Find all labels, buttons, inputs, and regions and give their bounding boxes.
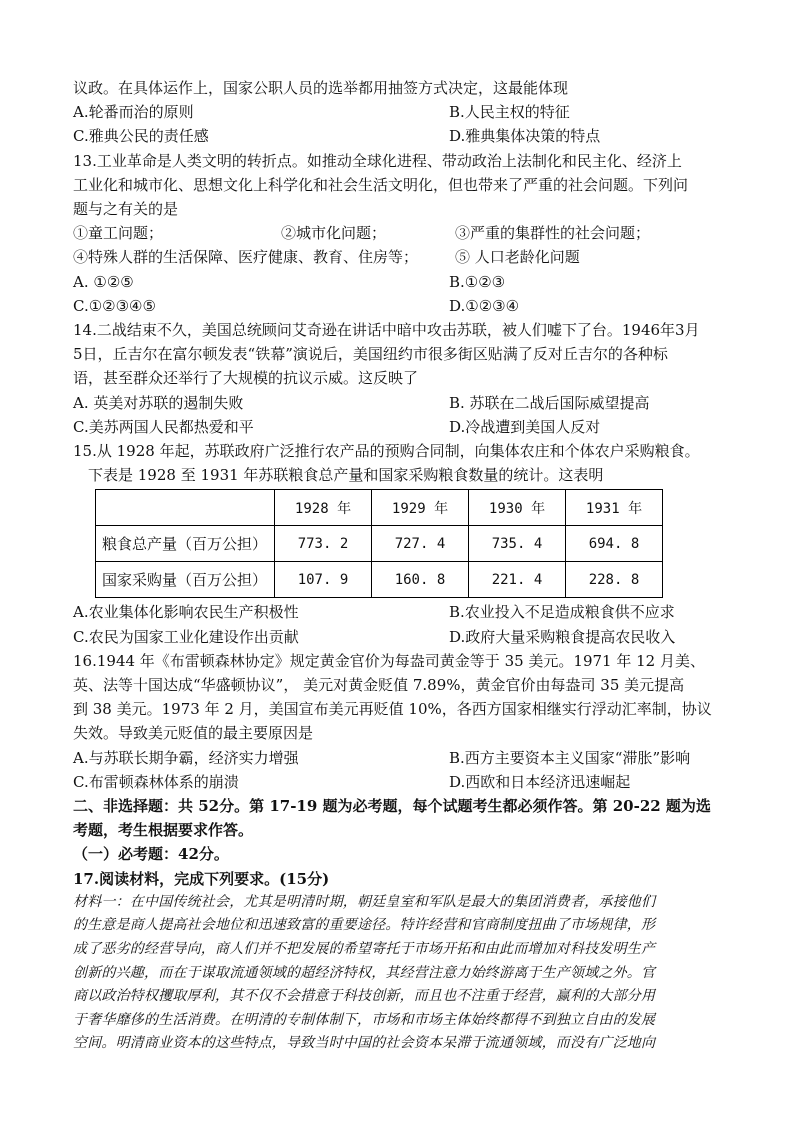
q16-stem-line2: 英、法等十国达成“华盛顿协议”， 美元对黄金贬值 7.89%，黄金官价由每盎司 35 美元提高 <box>73 676 685 695</box>
q13-stem-line1: 13.工业革命是人类文明的转折点。如推动全球化进程、带动政治上法制化和民主化、经济上 <box>73 151 682 170</box>
table-row <box>96 562 663 598</box>
exam-page <box>73 76 725 1056</box>
q13-items-row1 <box>73 221 725 245</box>
q13-option-d[interactable]: D.①②③④ <box>449 296 520 315</box>
q12-options-row1 <box>73 100 725 124</box>
q13-option-c[interactable]: C.①②③④⑤ <box>73 296 156 315</box>
section2-subheading: （一）必考题：42分。 <box>73 845 229 864</box>
q15-option-b[interactable]: B.农业投入不足造成粮食供不应求 <box>449 603 675 622</box>
q13-item-1: ①童工问题； <box>73 224 164 243</box>
q13-options-row1 <box>73 270 725 294</box>
q16-stem-line3: 到 38 美元。1973 年 2 月，美国宣布美元再贬值 10%，各西方国家相继实行浮动汇率制，协议 <box>73 700 712 719</box>
q12-option-c[interactable]: C.雅典公民的责任感 <box>73 127 209 146</box>
q12-options-row2 <box>73 124 725 148</box>
q14-option-d[interactable]: D.冷战遭到美国人反对 <box>449 417 601 436</box>
q17-material <box>73 891 725 1056</box>
table-cell: 107. 9 <box>275 562 372 598</box>
q15-option-d[interactable]: D.政府大量采购粮食提高农民收入 <box>449 627 676 646</box>
q12-option-b[interactable]: B.人民主权的特征 <box>449 103 570 122</box>
table-header-cell <box>96 490 275 526</box>
q12-option-a[interactable]: A.轮番而治的原则 <box>73 103 194 122</box>
q14-stem-line3: 语，甚至群众还举行了大规模的抗议示威。这反映了 <box>73 369 419 388</box>
q16-options-row2 <box>73 770 725 794</box>
table-header-cell: 1930 年 <box>469 490 566 526</box>
table-header-cell: 1928 年 <box>275 490 372 526</box>
table-cell: 221. 4 <box>469 562 566 598</box>
q15-stem-line2: 下表是 1928 至 1931 年苏联粮食总产量和国家采购粮食数量的统计。这表明 <box>88 466 604 485</box>
table-cell: 773. 2 <box>275 526 372 562</box>
q14-option-a[interactable]: A. 英美对苏联的遏制失败 <box>73 393 244 412</box>
q15-option-c[interactable]: C.农民为国家工业化建设作出贡献 <box>73 627 299 646</box>
q14-options-row1 <box>73 391 725 415</box>
q14-option-b[interactable]: B. 苏联在二战后国际威望提高 <box>449 393 650 412</box>
q14-options-row2 <box>73 415 725 439</box>
q15-options-row1 <box>73 600 725 624</box>
section2-heading-line2: 考题，考生根据要求作答。 <box>73 821 254 840</box>
q13-item-5: ⑤ 人口老龄化问题 <box>455 248 580 267</box>
q14-stem-line1: 14.二战结束不久，美国总统顾问艾奇逊在讲话中暗中攻击苏联，被人们嘘下了台。1946年3月 <box>73 321 700 340</box>
material-line: 材料一：在中国传统社会，尤其是明清时期，朝廷皇室和军队是最大的集团消费者，承接他们 <box>73 893 656 910</box>
q16-options-row1 <box>73 746 725 770</box>
table-row <box>96 526 663 562</box>
q16-option-b[interactable]: B.西方主要资本主义国家“滞胀”影响 <box>449 748 691 767</box>
q13-items-row2 <box>73 245 725 269</box>
table-row-label: 国家采购量（百万公担） <box>96 562 275 598</box>
table-cell: 735. 4 <box>469 526 566 562</box>
q13-stem-line3: 题与之有关的是 <box>73 200 179 219</box>
q16-stem-line1: 16.1944 年《布雷顿森林协定》规定黄金官价为每盎司黄金等于 35 美元。1971 年 12 月美、 <box>73 651 705 670</box>
q17-title: 17.阅读材料，完成下列要求。(15分) <box>73 869 330 888</box>
table-header-cell: 1929 年 <box>372 490 469 526</box>
q13-item-2: ②城市化问题； <box>281 224 387 243</box>
q16-option-a[interactable]: A.与苏联长期争霸，经济实力增强 <box>73 748 299 767</box>
material-line: 成了恶劣的经营导向，商人们并不把发展的希望寄托于市场开拓和由此而增加对科技发明生产 <box>73 941 656 958</box>
q13-options-row2 <box>73 294 725 318</box>
material-line: 商以政治特权攫取厚利，其不仅不会措意于科技创新，而且也不注重于经营，赢利的大部分用 <box>73 988 656 1005</box>
q16-option-d[interactable]: D.西欧和日本经济迅速崛起 <box>449 772 631 791</box>
q12-option-d[interactable]: D.雅典集体决策的特点 <box>449 127 601 146</box>
table-cell: 694. 8 <box>566 526 663 562</box>
q15-stem-line1: 15.从 1928 年起，苏联政府广泛推行农产品的预购合同制，向集体农庄和个体农户采购粮食。 <box>73 442 700 461</box>
grain-table <box>95 489 663 598</box>
table-cell: 228. 8 <box>566 562 663 598</box>
material-line: 空间。明清商业资本的这些特点，导致当时中国的社会资本呆滞于流通领域，而没有广泛地向 <box>73 1035 656 1052</box>
table-cell: 727. 4 <box>372 526 469 562</box>
material-line: 的生意是商人提高社会地位和迅速致富的重要途径。特许经营和官商制度扭曲了市场规律，形 <box>73 917 656 934</box>
q16-stem-line4: 失效。导致美元贬值的最主要原因是 <box>73 724 314 743</box>
material-line: 于奢华靡侈的生活消费。在明清的专制体制下，市场和市场主体始终都得不到独立自由的发展 <box>73 1011 656 1028</box>
section2-heading-line1: 二、非选择题：共 52分。第 17-19 题为必考题，每个试题考生都必须作答。第 20-22 题为选 <box>73 797 711 816</box>
q13-item-3: ③严重的集群性的社会问题； <box>455 224 651 243</box>
q12-stem: 议政。在具体运作上，国家公职人员的选举都用抽签方式决定，这最能体现 <box>73 79 569 97</box>
table-cell: 160. 8 <box>372 562 469 598</box>
q14-option-c[interactable]: C.美苏两国人民都热爱和平 <box>73 417 254 436</box>
material-line: 创新的兴趣，而在于谋取流通领域的超经济特权，其经营注意力始终游离于生产领域之外。官 <box>73 964 656 981</box>
table-header-row <box>96 490 663 526</box>
table-header-cell: 1931 年 <box>566 490 663 526</box>
q15-option-a[interactable]: A.农业集体化影响农民生产积极性 <box>73 603 299 622</box>
q14-stem-line2: 5日，丘吉尔在富尔顿发表“铁幕”演说后，美国纽约市很多街区贴满了反对丘吉尔的各种标 <box>73 345 668 364</box>
q13-item-4: ④特殊人群的生活保障、医疗健康、教育、住房等； <box>73 248 419 267</box>
q13-option-a[interactable]: A. ①②⑤ <box>73 272 134 291</box>
table-row-label: 粮食总产量（百万公担） <box>96 526 275 562</box>
q16-option-c[interactable]: C.布雷顿森林体系的崩溃 <box>73 772 239 791</box>
q13-option-b[interactable]: B.①②③ <box>449 272 506 291</box>
q13-stem-line2: 工业化和城市化、思想文化上科学化和社会生活文明化，但也带来了严重的社会问题。下列问 <box>73 175 689 194</box>
q15-options-row2 <box>73 625 725 649</box>
